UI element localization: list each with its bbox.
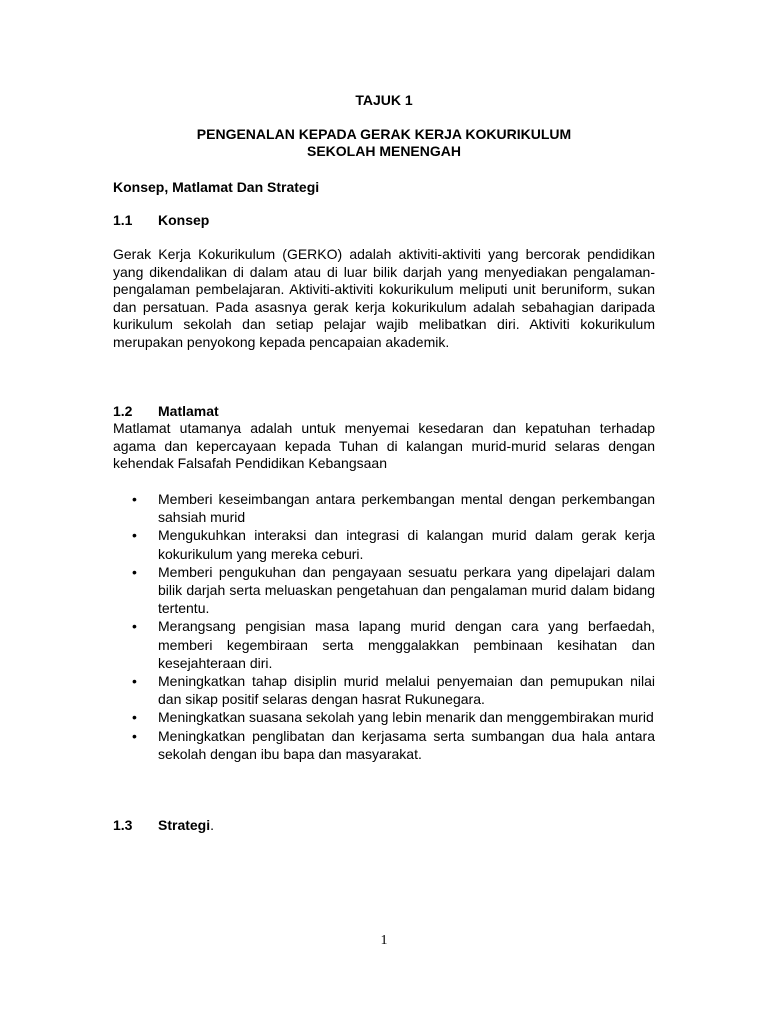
list-item-text: Meningkatkan tahap disiplin murid melalui penyemaian dan pemupukan nilai dan sikap positif selaras dengan hasrat Rukunegara.	[158, 673, 655, 708]
document-title: TAJUK 1	[355, 92, 413, 108]
section-heading-konsep	[113, 212, 209, 229]
list-item	[113, 563, 655, 618]
bullet-icon: •	[132, 563, 137, 580]
list-item-text: Meningkatkan penglibatan dan kerjasama serta sumbangan dua hala antara sekolah dengan ibu bapa dan masyarakat.	[158, 727, 655, 762]
document-subtitle-line-1: PENGENALAN KEPADA GERAK KERJA KOKURIKULUM	[196, 126, 572, 142]
bullet-icon: •	[132, 709, 137, 726]
konsep-paragraph: Gerak Kerja Kokurikulum (GERKO) adalah aktiviti-aktiviti yang bercorak pendidikan yang dikendalikan di dalam atau di luar bilik darjah yang menyediakan pengalaman-pengalaman pembelajaran. Aktiviti-aktiviti kokurikulum meliputi unit beruniform, sukan dan persatuan. Pada asasnya gerak kerja kokurikulum adalah sebahagian daripada kurikulum sekolah dan setiap pelajar wajib melibatkan diri. Aktiviti kokurikulum merupakan penyokong kepada pencapaian akademik.	[113, 246, 655, 350]
list-item	[113, 708, 655, 726]
section-heading-matlamat	[113, 403, 219, 420]
list-item	[113, 672, 655, 708]
section-number: 1.2	[113, 403, 133, 419]
bullet-icon: •	[132, 727, 137, 744]
main-heading: Konsep, Matlamat Dan Strategi	[113, 179, 320, 195]
list-item	[113, 490, 655, 526]
list-item	[113, 727, 655, 763]
matlamat-bullet-list	[113, 490, 655, 763]
bullet-icon: •	[132, 673, 137, 690]
bullet-icon: •	[132, 527, 137, 544]
bullet-icon: •	[132, 491, 137, 507]
bullet-icon: •	[132, 618, 137, 635]
section-title: Konsep	[158, 212, 210, 228]
section-title-period: .	[210, 817, 215, 833]
section-heading-strategi	[113, 817, 214, 834]
section-number: 1.1	[113, 212, 133, 228]
section-title: Strategi	[158, 817, 211, 833]
list-item-text: Meningkatkan suasana sekolah yang lebin menarik dan menggembirakan murid	[158, 709, 654, 726]
list-item-text: Memberi keseimbangan antara perkembangan mental dengan perkembangan sahsiah murid	[158, 491, 655, 526]
document-subtitle-line-2: SEKOLAH MENENGAH	[306, 143, 461, 159]
list-item	[113, 526, 655, 562]
page-number: 1	[380, 933, 388, 948]
list-item-text: Merangsang pengisian masa lapang murid dengan cara yang berfaedah, memberi kegembiraan serta menggalakkan pembinaan kesihatan dan kesejahteraan diri.	[158, 618, 655, 671]
matlamat-paragraph: Matlamat utamanya adalah untuk menyemai kesedaran dan kepatuhan terhadap agama dan kepercayaan kepada Tuhan di kalangan murid-murid selaras dengan kehendak Falsafah Pendidikan Kebangsaan	[113, 420, 655, 472]
list-item-text: Memberi pengukuhan dan pengayaan sesuatu perkara yang dipelajari dalam bilik darjah serta meluaskan pengetahuan dan pengalaman murid dalam bidang tertentu.	[158, 563, 655, 617]
section-number: 1.3	[113, 817, 133, 833]
list-item	[113, 617, 655, 672]
list-item-text: Mengukuhkan interaksi dan integrasi di kalangan murid dalam gerak kerja kokurikulum yang mereka ceburi.	[158, 527, 655, 562]
section-title: Matlamat	[158, 403, 219, 419]
